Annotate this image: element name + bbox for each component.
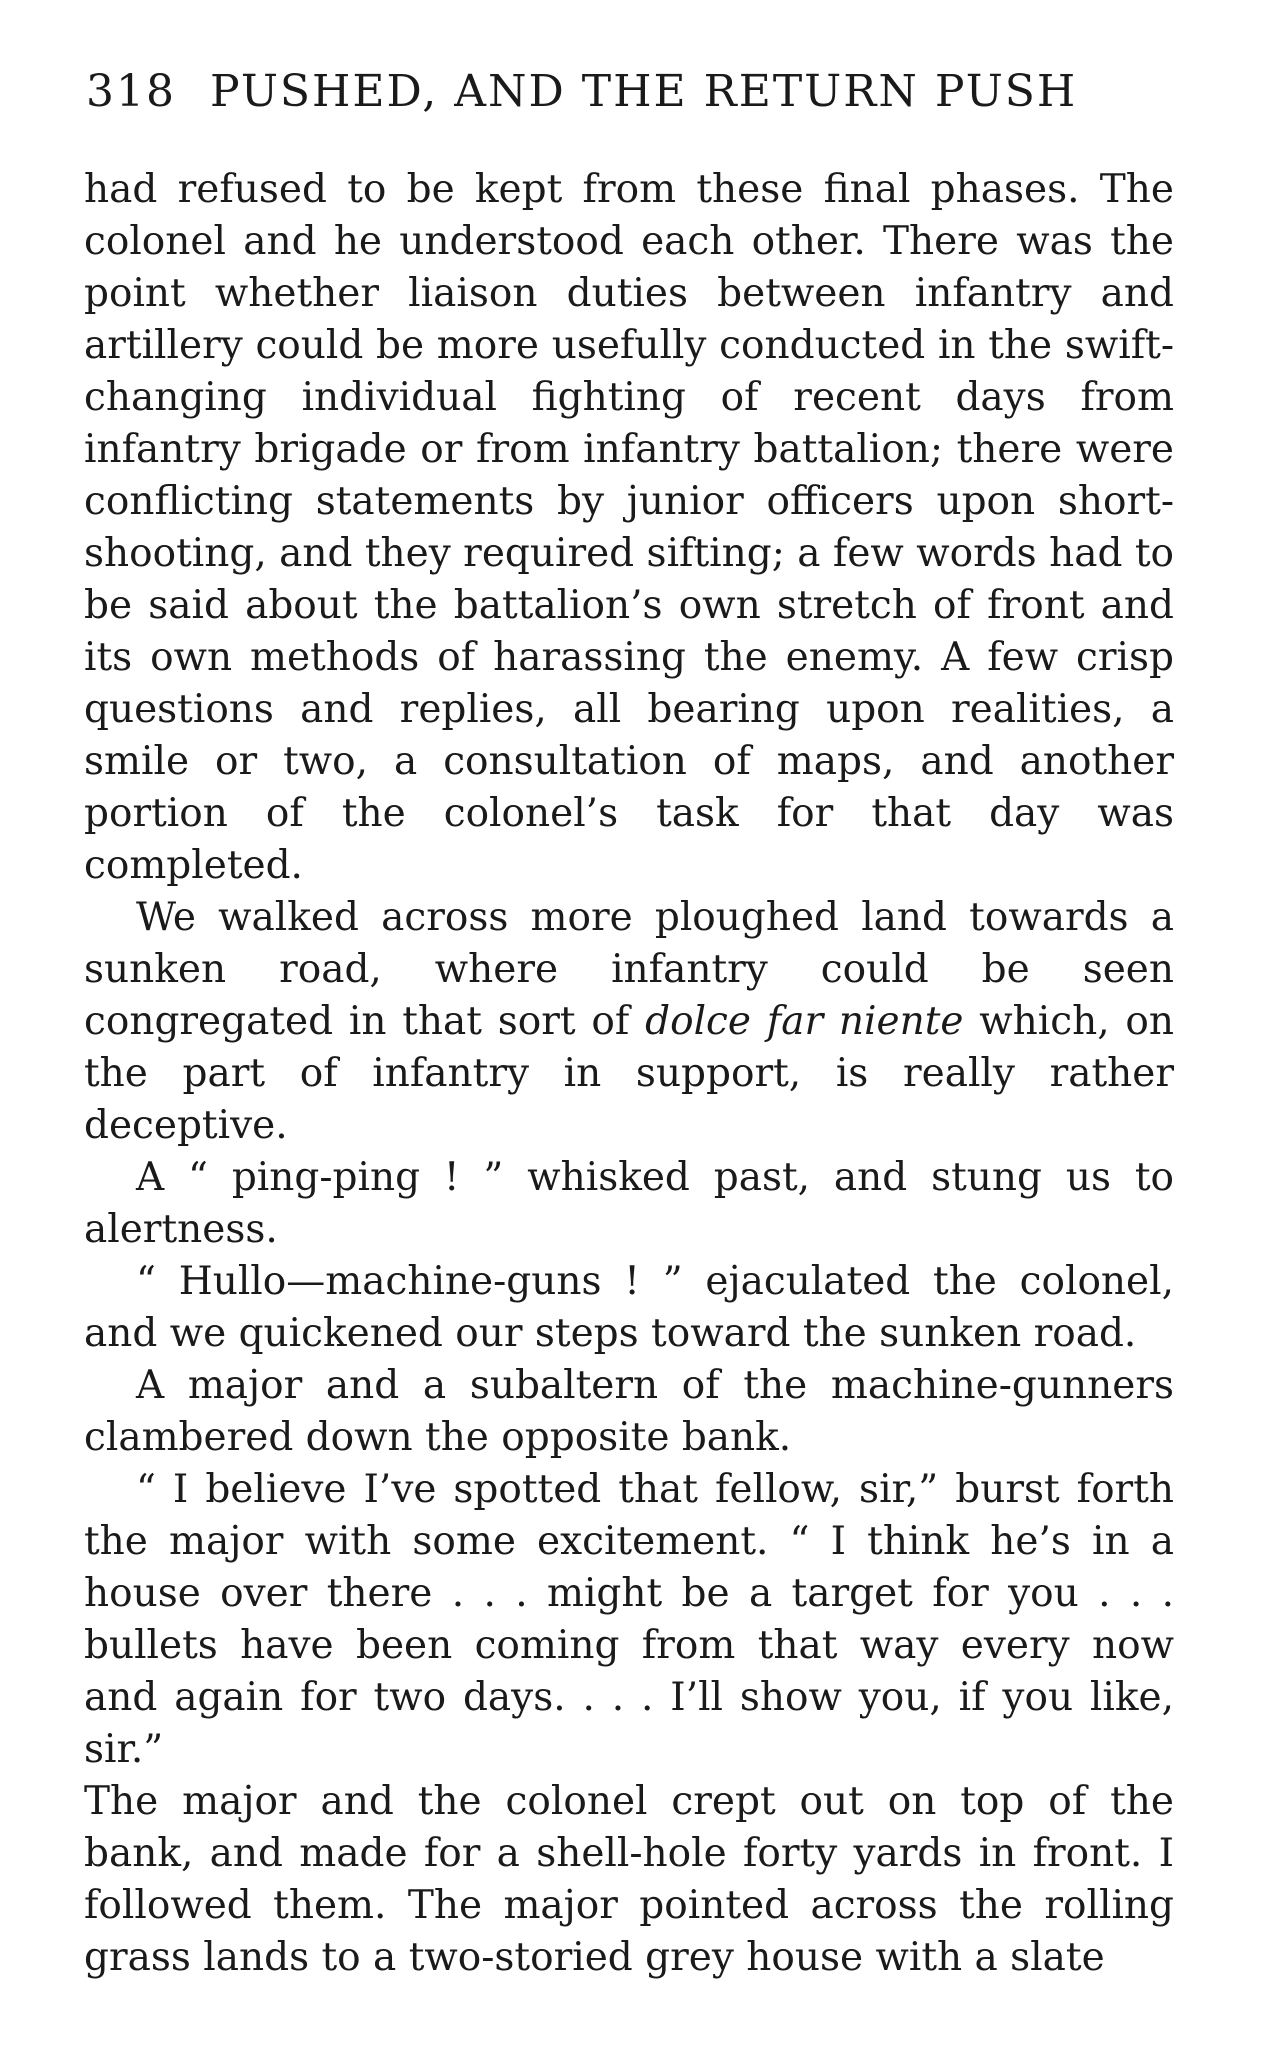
- paragraph-text: We walked across more ploughed land towards a sunken road, where infantry could be seen congregated in that sort of: [84, 895, 1174, 1044]
- paragraph-major-speech: “ I believe I’ve spotted that fellow, sir,” burst forth the major with some excitement. “ I think he’s in a house over there . . . might be a target for you . . . bullets have been coming from that way every now and again for two days. . . . I’ll show you, if you like, sir.”: [84, 1467, 1174, 1772]
- paragraph-ping-ping: A “ ping-ping ! ” whisked past, and stung us to alertness.: [84, 1155, 1174, 1252]
- running-head: [86, 62, 1186, 122]
- paragraph-major-subaltern: A major and a subaltern of the machine-gunners clambered down the opposite bank.: [84, 1363, 1174, 1460]
- italic-phrase: dolce far niente: [645, 999, 964, 1044]
- paragraph-shell-hole: The major and the colonel crept out on top of the bank, and made for a shell-hole forty yards in front. I followed them. The major pointed across the rolling grass lands to a two-storied grey house with a slate: [84, 1779, 1174, 1980]
- page-number: 318: [86, 66, 176, 117]
- running-title: PUSHED, AND THE RETURN PUSH: [209, 66, 1078, 117]
- body-text: [84, 164, 1174, 1984]
- paragraph-machine-guns: “ Hullo—machine-guns ! ” ejaculated the colonel, and we quickened our steps toward the sunken road.: [84, 1259, 1174, 1356]
- paragraph-sunken-road: [84, 892, 1174, 1152]
- paragraph-text: which, on the part of infantry in support, is really rather deceptive.: [84, 999, 1174, 1148]
- paragraph-continuation: had refused to be kept from these final phases. The colonel and he understood each other. There was the point whether liaison duties between infantry and artillery could be more usefully conducted in the swift-changing individual fighting of recent days from infantry brigade or from infantry battalion; there were conflicting statements by junior officers upon short-shooting, and they required sifting; a few words had to be said about the battalion’s own stretch of front and its own methods of harassing the enemy. A few crisp questions and replies, all bearing upon realities, a smile or two, a consultation of maps, and another portion of the colonel’s task for that day was completed.: [84, 167, 1174, 888]
